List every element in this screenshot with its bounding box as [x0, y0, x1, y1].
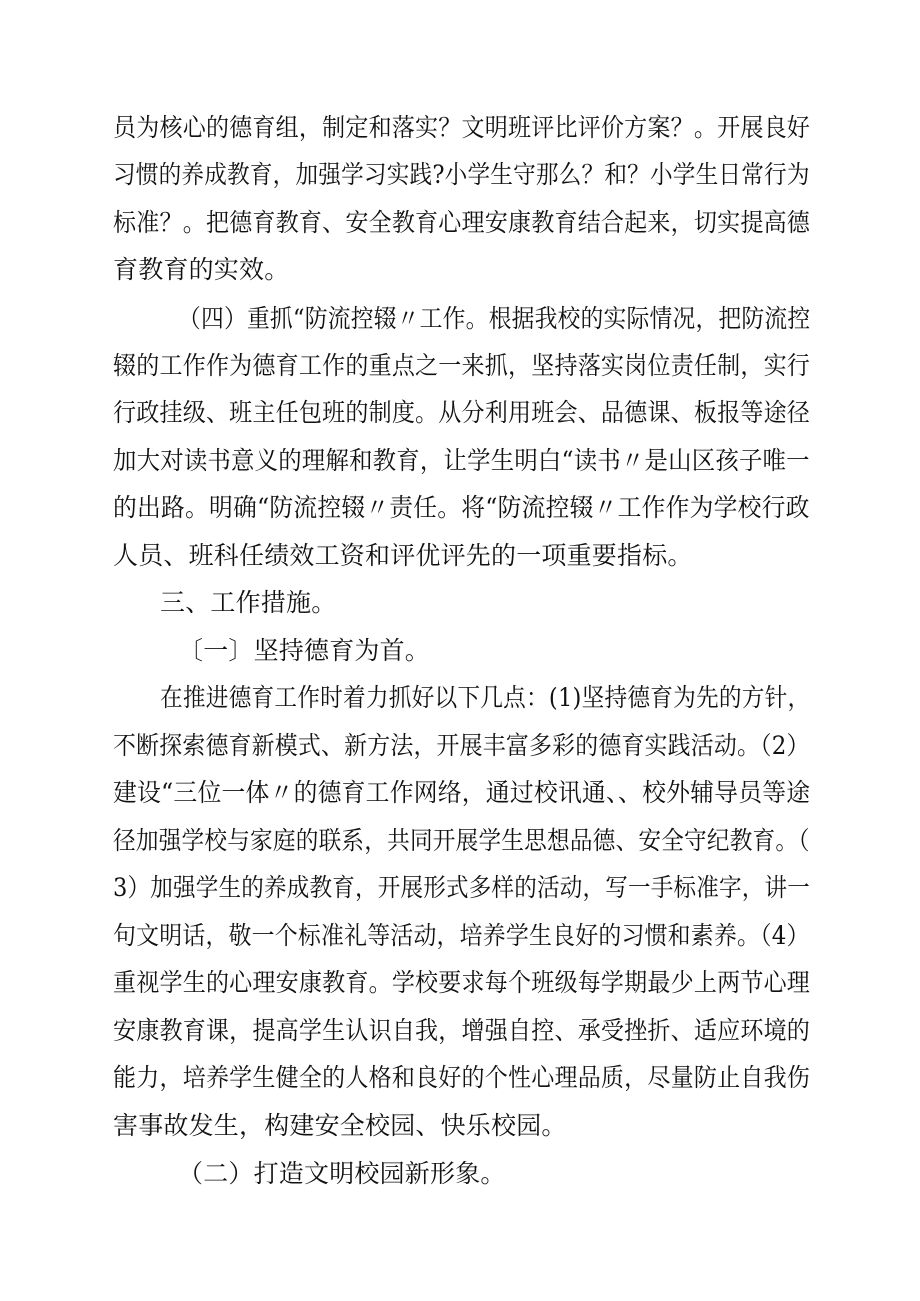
text-line: 的出路。明确“防流控辍〃责任。将“防流控辍〃工作作为学校行政	[113, 493, 810, 522]
section-heading-4: （四）重抓“防流控辍〃工作。根据我校的实际情况，把防流控	[178, 304, 811, 333]
text-line: 辍的工作作为德育工作的重点之一来抓，坚持落实岗位责任制，实行	[113, 351, 811, 380]
text-line: 加大对读书意义的理解和教育，让学生明白“读书〃是山区孩子唯一	[113, 446, 810, 475]
subsection-heading-2: （二）打造文明校园新形象。	[178, 1159, 506, 1188]
text-line: 句文明话，敬一个标准礼等活动，培养学生良好的习惯和素养。（4）	[113, 921, 810, 950]
subsection-heading-1: 〔一〕坚持德育为首。	[178, 636, 431, 665]
text-line: 习惯的养成教育，加强学习实践?小学生守那么？和？小学生日常行为	[113, 160, 810, 189]
text-line: 在推进德育工作时着力抓好以下几点：(1)坚持德育为先的方针，	[160, 683, 811, 712]
text-line: 害事故发生，构建安全校园、快乐校园。	[113, 1111, 567, 1140]
text-line: 能力，培养学生健全的人格和良好的个性心理品质，尽量防止自我伤	[113, 1063, 811, 1092]
text-line: 重视学生的心理安康教育。学校要求每个班级每学期最少上两节心理	[113, 968, 811, 997]
text-line: 员为核心的德育组，制定和落实？文明班评比评价方案？。开展良好	[113, 113, 811, 142]
text-line: 育教育的实效。	[113, 255, 290, 284]
text-line: 安康教育课，提高学生认识自我，增强自控、承受挫折、适应环境的	[113, 1016, 811, 1045]
text-line: 3）加强学生的养成教育，开展形式多样的活动，写一手标准字，讲一	[113, 873, 811, 902]
section-heading-3: 三、工作措施。	[160, 588, 337, 617]
text-line: 径加强学校与家庭的联系，共同开展学生思想品德、安全守纪教育。（	[113, 826, 810, 855]
text-line: 建设“三位一体〃的德育工作网络，通过校讯通、、校外辅导员等途	[113, 778, 811, 807]
text-line: 不断探索德育新模式、新方法，开展丰富多彩的德育实践活动。（2）	[113, 731, 810, 760]
text-line: 行政挂级、班主任包班的制度。从分利用班会、品德课、板报等途径	[113, 398, 811, 427]
text-line: 人员、班科任绩效工资和评优评先的一项重要指标。	[113, 541, 693, 570]
text-line: 标准？。把德育教育、安全教育心理安康教育结合起来，切实提高德	[113, 208, 811, 237]
